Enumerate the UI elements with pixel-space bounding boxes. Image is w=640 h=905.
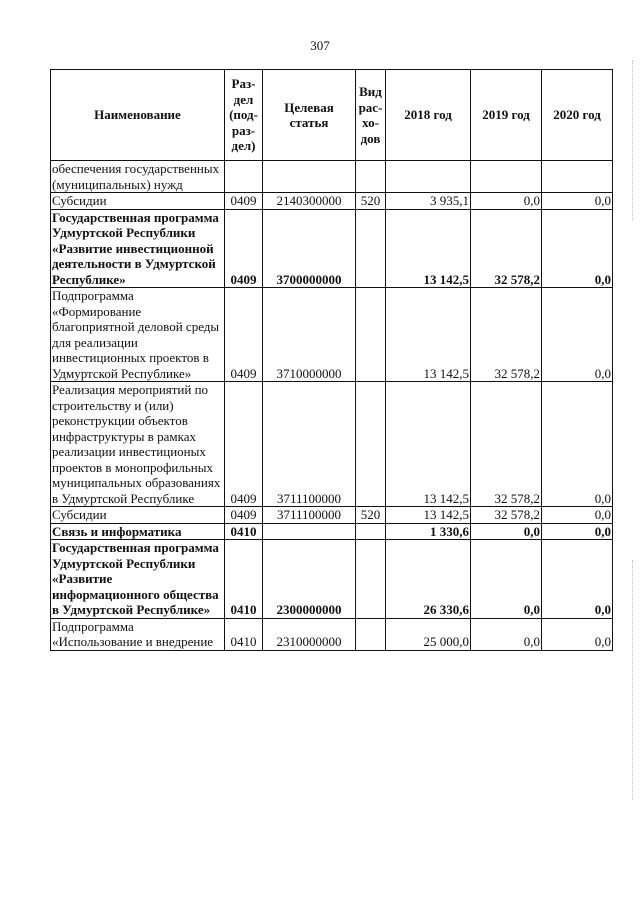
- cell-2018: 13 142,5: [386, 288, 471, 382]
- page-number: 307: [310, 38, 330, 53]
- cell-target: [263, 161, 356, 193]
- cell-2019: 0,0: [471, 523, 542, 540]
- cell-target: 3700000000: [263, 209, 356, 288]
- table-row: [51, 193, 613, 210]
- cell-section: 0409: [225, 382, 263, 507]
- cell-name: Подпрограмма «Использование и внедрение: [51, 618, 225, 650]
- cell-name: Связь и информатика: [51, 523, 225, 540]
- cell-kind: [356, 523, 386, 540]
- cell-section: 0409: [225, 288, 263, 382]
- table-row: [51, 523, 613, 540]
- cell-2020: 0,0: [542, 618, 613, 650]
- cell-target: 3710000000: [263, 288, 356, 382]
- cell-name: Субсидии: [51, 507, 225, 524]
- cell-name: Государственная программа Удмуртской Республики «Развитие инвестиционной деятельности в Удмуртской Республике»: [51, 209, 225, 288]
- cell-2019: 0,0: [471, 193, 542, 210]
- header-2019: 2019 год: [471, 70, 542, 161]
- cell-2018: [386, 161, 471, 193]
- table-row: [51, 540, 613, 619]
- cell-target: 3711100000: [263, 382, 356, 507]
- table-row: [51, 382, 613, 507]
- cell-2019: 32 578,2: [471, 507, 542, 524]
- cell-section: 0409: [225, 193, 263, 210]
- table-row: [51, 209, 613, 288]
- cell-2020: 0,0: [542, 288, 613, 382]
- cell-kind: [356, 288, 386, 382]
- cell-name: Подпрограмма «Формирование благоприятной деловой среды для реализации инвестиционных проектов в Удмуртской Республике»: [51, 288, 225, 382]
- scan-edge-mark: [632, 560, 636, 800]
- scan-edge-mark: [632, 60, 636, 220]
- cell-name: Государственная программа Удмуртской Республики «Развитие информационного общества в Удмуртской Республике»: [51, 540, 225, 619]
- cell-2020: 0,0: [542, 209, 613, 288]
- cell-2020: 0,0: [542, 523, 613, 540]
- cell-target: 3711100000: [263, 507, 356, 524]
- table-row: [51, 161, 613, 193]
- cell-2019: 32 578,2: [471, 288, 542, 382]
- cell-section: 0410: [225, 618, 263, 650]
- cell-section: 0409: [225, 209, 263, 288]
- cell-2018: 3 935,1: [386, 193, 471, 210]
- cell-name: Субсидии: [51, 193, 225, 210]
- header-name: Наименование: [51, 70, 225, 161]
- header-2018: 2018 год: [386, 70, 471, 161]
- cell-2018: 13 142,5: [386, 382, 471, 507]
- cell-name: Реализация мероприятий по строительству и (или) реконструкции объектов инфраструктуры в рамках реализации инвестиционых проектов в монопрофильных муниципальных образованиях в Удмуртской Республике: [51, 382, 225, 507]
- cell-2020: 0,0: [542, 540, 613, 619]
- header-section: Раз-дел (под-раз-дел): [225, 70, 263, 161]
- cell-name: обеспечения государственных (муниципальных) нужд: [51, 161, 225, 193]
- cell-kind: [356, 618, 386, 650]
- cell-2018: 1 330,6: [386, 523, 471, 540]
- cell-kind: 520: [356, 507, 386, 524]
- cell-2019: 0,0: [471, 540, 542, 619]
- cell-2019: [471, 161, 542, 193]
- cell-target: [263, 523, 356, 540]
- cell-2018: 13 142,5: [386, 507, 471, 524]
- cell-kind: [356, 209, 386, 288]
- cell-2020: 0,0: [542, 193, 613, 210]
- budget-table: [50, 69, 613, 651]
- header-target: Целевая статья: [263, 70, 356, 161]
- cell-section: [225, 161, 263, 193]
- cell-kind: 520: [356, 193, 386, 210]
- cell-target: 2310000000: [263, 618, 356, 650]
- cell-2020: 0,0: [542, 382, 613, 507]
- cell-target: 2300000000: [263, 540, 356, 619]
- table-row: [51, 507, 613, 524]
- table-header-row: [51, 70, 613, 161]
- cell-2018: 25 000,0: [386, 618, 471, 650]
- cell-2019: 32 578,2: [471, 209, 542, 288]
- cell-2018: 13 142,5: [386, 209, 471, 288]
- header-kind: Вид рас-хо-дов: [356, 70, 386, 161]
- cell-2020: [542, 161, 613, 193]
- table-row: [51, 618, 613, 650]
- table-row: [51, 288, 613, 382]
- cell-2019: 0,0: [471, 618, 542, 650]
- cell-section: 0409: [225, 507, 263, 524]
- cell-section: 0410: [225, 523, 263, 540]
- cell-kind: [356, 540, 386, 619]
- cell-kind: [356, 382, 386, 507]
- cell-2020: 0,0: [542, 507, 613, 524]
- cell-kind: [356, 161, 386, 193]
- cell-2019: 32 578,2: [471, 382, 542, 507]
- header-2020: 2020 год: [542, 70, 613, 161]
- cell-section: 0410: [225, 540, 263, 619]
- cell-target: 2140300000: [263, 193, 356, 210]
- cell-2018: 26 330,6: [386, 540, 471, 619]
